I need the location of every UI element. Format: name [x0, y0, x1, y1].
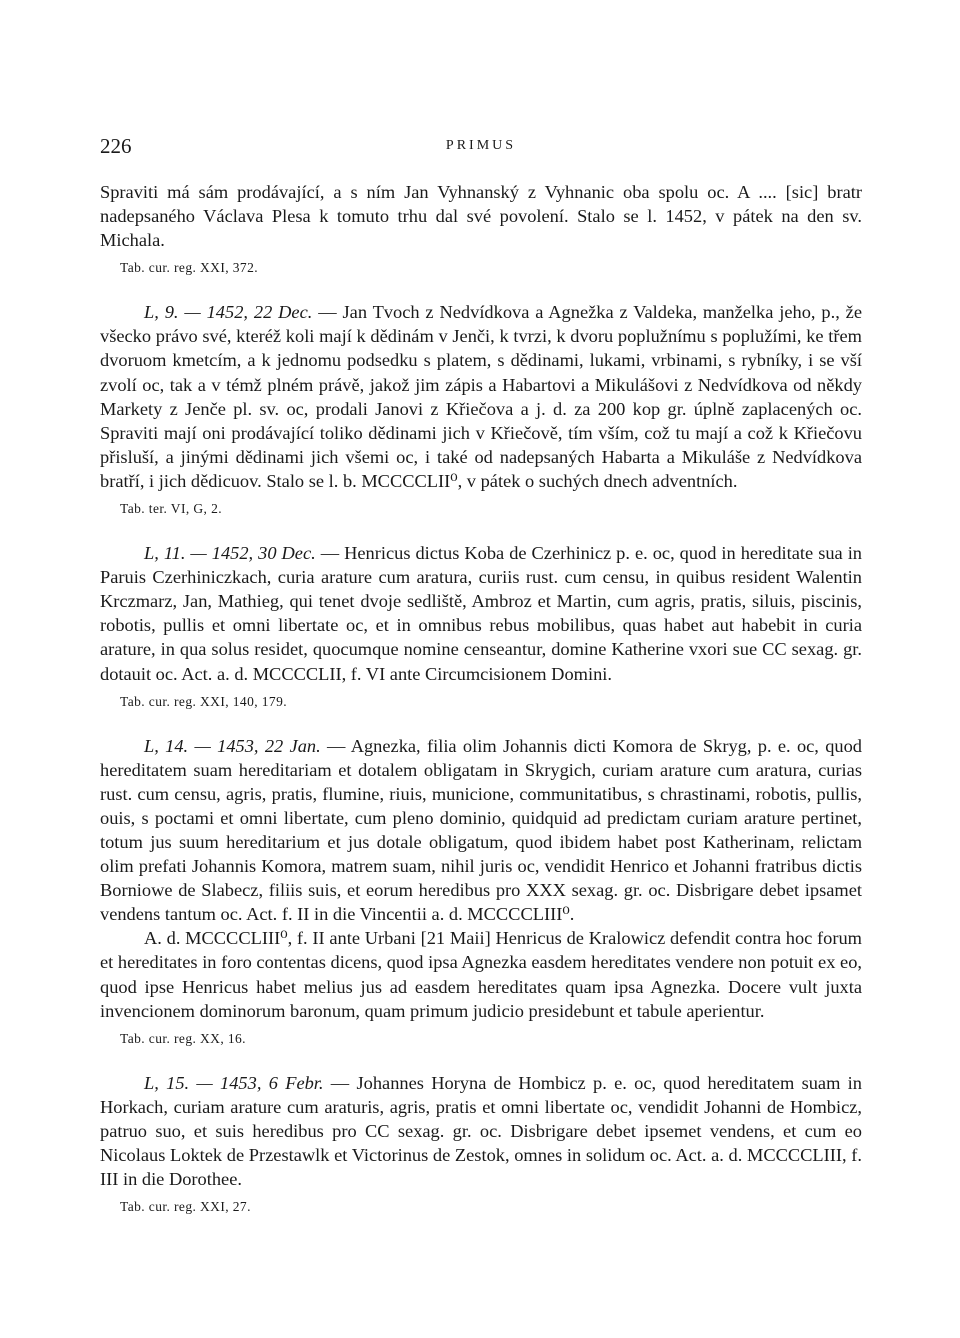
source-citation: Tab. cur. reg. XXI, 372. — [120, 260, 258, 276]
entry-text: — Johannes Horyna de Hombicz p. e. oc, quod hereditatem suam in Horkach, curiam arature cum araturis, agris, pratis et omni libertate oc, vendidit Johanni de Hombicz, patruo suo, et suis heredibus pro CC sexag. gr. oc. Disbrigare debet ipsemet vendens, et cum eo Nicolaus Loktek de Przestawlk et Victorinus de Zestok, omnes in solidum oc. Act. a. d. MCCCCLIII, f. III in die Dorothee. — [100, 1072, 862, 1190]
entry-text: — Agnezka, filia olim Johannis dicti Komora de Skryg, p. e. oc, quod hereditatem suam hereditariam et dotalem obligatam in Skrygich, curiam arature cum aratura, curias rust. cum censu, agris, pratis, flumine, riuis, municione, communitatibus, s chrastinami, robotis, pullis, ouis, s poctami et omni libertate, cum pleno dominio, quidquid ad predictam curiam arature pertinet, totum jus suum hereditarium et jus dotale obligatum, quod ibidem habet post Katherinam, relictam olim prefati Johannis Komora, matrem suam, nihil juris oc, vendidit Henrico et Johanni fratribus dictis Borniowe de Slabecz, filiis suis, et eorum heredibus pro XXX sexag. gr. oc. Disbrigare debet ipsamet vendens tantum oc. Act. f. II in die Vincentii a. d. MCCCCLIII⁰. — [100, 735, 862, 925]
source-citation: Tab. ter. VI, G, 2. — [120, 501, 223, 517]
entry-paragraph — [100, 734, 862, 927]
source-citation: Tab. cur. reg. XX, 16. — [120, 1030, 246, 1046]
entry-text: Spraviti má sám prodávající, a s ním Jan Vyhnanský z Vyhnanic oba spolu oc. A .... [sic] bratr nadepsaného Václava Plesa k tomuto trhu dal své povolení. Stalo se l. 1452, v pátek na den sv. Michala. — [100, 182, 862, 251]
entry-lead: L, 9. — 1452, 22 Dec. — [144, 302, 313, 323]
document-body — [100, 180, 862, 1217]
entry-paragraph — [100, 1071, 862, 1191]
entry-lead: L, 14. — 1453, 22 Jan. — [144, 735, 321, 756]
source-citation: Tab. cur. reg. XXI, 140, 179. — [120, 693, 287, 709]
page-number: 226 — [100, 134, 132, 158]
running-header — [100, 134, 862, 164]
entry-text: — Henricus dictus Koba de Czerhinicz p. e. oc, quod in hereditate sua in Paruis Czerhiniczkach, curia arature cum aratura, curiis rust. cum censu, in quibus resident Walentin Krczmarz, Jan, Mathieg, qui tenet dvoje sedliště, Ambroz et Martin, cum agris, pratis, siluis, piscinis, robotis, pullis et omni libertate oc, et in omnibus rebus mobilibus, quas habet aut habebit in curia arature, in qua solus residet, quocumque nomine censeantur, domine Katherine vxori sue CC sexag. gr. dotauit oc. Act. a. d. MCCCCLII, f. VI ante Circumcisionem Domini. — [100, 543, 863, 684]
source-citation: Tab. cur. reg. XXI, 27. — [120, 1199, 251, 1215]
entry-paragraph — [100, 180, 862, 252]
entry-lead: L, 11. — 1452, 30 Dec. — [144, 543, 316, 564]
entry-continuation: A. d. MCCCCLIII⁰, f. II ante Urbani [21 Maii] Henricus de Kralowicz defendit contra hoc forum et hereditates in foro contentas dicens, quod ipsa Agnezka easdem hereditates vendere non potuit ex eo, quod ipse Henricus habet melius jus ad easdem hereditates quam ipsa Agnezka. Docere vult juxta invencionem dominorum baronum, quam primum judicio presidebunt et tabule aperientur. — [100, 928, 862, 1021]
entry-text: — Jan Tvoch z Nedvídkova a Agnežka z Valdeka, manželka jeho, p., že všecko právo své, kteréž koli mají k dědinám v Jenči, k tvrzi, k dvoru poplužnímu s poplužími, ke třem dvoruom kmetcím, a k jednomu podsedku s platem, s dědinami, lukami, vrbinami, s rybníky, i se vší zvolí oc, tak a v témž plném právě, jakož jim zápis a Habartovi a Mikulášovi z Nedvídkova od někdy Markety z Jenče pl. sv. oc, prodali Janovi z Křiečova a j. d. za 200 kop gr. úplně zaplacených oc. Spraviti mají oni prodávající toliko dědinami jich v Křiečově, tím vším, což tu mají a což k Křiečovu přisluší, a jinými dědinami jich všemi oc, i také od nadepsaných Habarta a Mikuláše z Nedvídkova bratří, i jich dědicuov. Stalo se l. b. MCCCCLII⁰, v pátek o suchých dnech adventních. — [100, 302, 863, 491]
entry-paragraph — [100, 300, 862, 493]
entry-paragraph — [100, 541, 862, 686]
running-title: PRIMUS — [445, 138, 517, 153]
entry-lead: L, 15. — 1453, 6 Febr. — [144, 1072, 324, 1093]
